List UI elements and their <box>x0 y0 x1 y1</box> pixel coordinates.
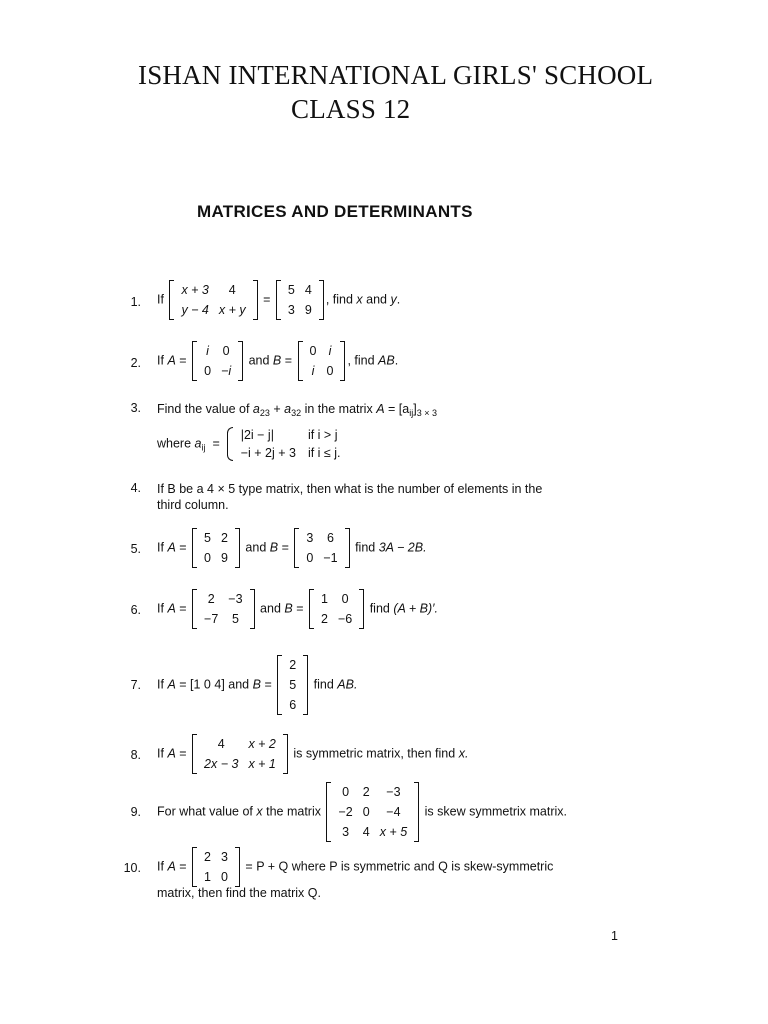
question-text: and <box>248 353 270 368</box>
matrix-cell: y − 4 <box>181 303 209 317</box>
case-condition: if i ≤ j <box>307 446 338 460</box>
matrix-cell: −3 <box>386 785 401 799</box>
question-number: 8. <box>130 748 141 762</box>
matrix <box>276 280 324 320</box>
matrix-cell: −2 <box>338 805 353 819</box>
variable: B <box>272 353 282 368</box>
matrix-cell: 5 <box>287 283 295 297</box>
variable: B <box>284 601 293 616</box>
matrix-cell: 0 <box>326 364 334 378</box>
matrix-cell: 3 <box>287 303 295 317</box>
matrix-cell: 0 <box>341 592 349 606</box>
matrix-cell: 6 <box>289 698 297 712</box>
subscript: 3 × 3 <box>416 408 437 418</box>
operator: + <box>273 402 281 416</box>
question-text: If <box>157 677 164 692</box>
matrix-cell: 3 <box>220 850 228 864</box>
matrix-cell: i <box>328 344 332 358</box>
variable: A <box>167 859 176 874</box>
question-3-definition: where $a_{ij}$ = |2i − j| if i > j −i + 2j + 3 if i ≤ j. <box>157 426 347 462</box>
variable: A <box>167 353 176 368</box>
page-title: MATRICES AND DETERMINANTS <box>197 202 473 221</box>
question-text: If <box>157 601 164 616</box>
matrix-cell: −6 <box>337 612 353 626</box>
question-text: in the matrix <box>304 402 373 416</box>
punctuation: ] <box>413 402 417 416</box>
question-text: = [a <box>388 402 410 416</box>
question-text: , find <box>347 353 375 368</box>
question-number: 6. <box>130 603 141 617</box>
matrix-cell: 3 <box>306 531 314 545</box>
matrix-cell: 0 <box>309 344 317 358</box>
question-text: If <box>157 353 164 368</box>
question-text: If <box>157 540 164 555</box>
matrix-cell: −i <box>221 364 232 378</box>
matrix <box>309 589 364 629</box>
matrix-cell: 0 <box>220 870 228 884</box>
piecewise-brace <box>227 426 347 462</box>
question-text: and <box>245 540 267 555</box>
expression: 3A − 2B. <box>378 540 427 555</box>
matrix-cell: 0 <box>204 551 211 565</box>
question-1 <box>157 280 400 320</box>
question-text: If <box>157 292 164 307</box>
equals-sign: = <box>263 292 271 307</box>
matrix-cell: 6 <box>326 531 334 545</box>
matrix-cell: −1 <box>323 551 338 565</box>
matrix-cell: 0 <box>362 805 370 819</box>
matrix-cell: 2 <box>207 592 215 606</box>
matrix-cell: x + 5 <box>379 825 408 839</box>
matrix <box>169 280 257 320</box>
question-number: 5. <box>130 542 141 556</box>
matrix <box>192 734 288 774</box>
question-3 <box>157 401 437 421</box>
matrix-cell: x + 2 <box>248 737 276 751</box>
matrix-cell: −3 <box>228 592 243 606</box>
expression: AB. <box>337 677 358 692</box>
question-text: Find the value of <box>157 402 250 416</box>
school-name: ISHAN INTERNATIONAL GIRLS' SCHOOL <box>138 60 654 90</box>
variable: x. <box>458 746 469 761</box>
variable: A <box>167 677 176 692</box>
question-number: 10. <box>123 861 141 875</box>
subscript: 23 <box>259 408 270 418</box>
matrix-cell: 9 <box>304 303 312 317</box>
question-text: and <box>260 601 281 616</box>
question-text: and <box>366 292 388 307</box>
variable: a <box>284 402 292 416</box>
matrix-cell: 5 <box>204 531 211 545</box>
matrix-cell: 2 <box>289 658 297 672</box>
matrix-cell: 2 <box>204 850 211 864</box>
matrix <box>192 589 255 629</box>
variable: y <box>390 292 397 307</box>
row-matrix: = [1 0 4] <box>179 677 225 692</box>
question-number: 2. <box>130 356 141 370</box>
question-number: 1. <box>130 295 141 309</box>
matrix <box>192 847 240 887</box>
variable: a <box>194 436 202 451</box>
matrix-cell: 5 <box>289 678 297 692</box>
punctuation: . <box>394 353 399 368</box>
question-text: find <box>313 677 334 692</box>
variable: A <box>376 402 385 416</box>
matrix-cell: 0 <box>306 551 314 565</box>
variable: B <box>252 677 261 692</box>
question-text: is symmetric matrix, then find <box>293 746 456 761</box>
matrix-cell: 0 <box>342 785 350 799</box>
case-expression: |2i − j| <box>240 428 274 442</box>
matrix <box>277 655 308 715</box>
matrix-cell: 2 <box>220 531 228 545</box>
matrix-cell: i <box>311 364 315 378</box>
case-condition: if i > j <box>307 428 338 442</box>
matrix-cell: 4 <box>228 283 236 297</box>
question-number: 9. <box>130 805 141 819</box>
matrix <box>192 341 243 381</box>
matrix-cell: x + 1 <box>248 757 276 771</box>
matrix-cell: i <box>206 344 209 358</box>
question-text: find <box>355 540 376 555</box>
matrix-cell: 2 <box>362 785 370 799</box>
matrix-cell: 5 <box>231 612 239 626</box>
question-text: = P + Q where P is symmetric and Q is skew-symmetric <box>245 859 554 874</box>
question-text: If <box>157 746 164 761</box>
variable: B <box>269 540 279 555</box>
class-label: CLASS 12 <box>291 94 411 124</box>
question-number: 7. <box>130 678 141 692</box>
matrix-cell: x + 3 <box>181 283 209 297</box>
matrix-cell: x + y <box>218 303 246 317</box>
question-text: where <box>157 436 192 451</box>
variable: a <box>252 402 260 416</box>
matrix-cell: 0 <box>204 364 212 378</box>
matrix-cell: 4 <box>362 825 370 839</box>
expression: (A + B)′. <box>393 601 438 616</box>
matrix-cell: 1 <box>204 870 211 884</box>
question-text: and <box>228 677 250 692</box>
variable: A <box>167 540 176 555</box>
matrix-cell: 0 <box>222 344 230 358</box>
question-number: 4. <box>130 481 141 495</box>
question-4-line-1: If B be a 4 × 5 type matrix, then what is the number of elements in the <box>157 482 543 496</box>
matrix-cell: −4 <box>386 805 401 819</box>
question-text: the matrix <box>266 804 321 819</box>
question-text: , find <box>325 292 353 307</box>
matrix-cell: 3 <box>342 825 350 839</box>
matrix-cell: −7 <box>204 612 219 626</box>
punctuation: . <box>396 292 401 307</box>
matrix-cell: 4 <box>304 283 312 297</box>
punctuation: . <box>337 446 341 460</box>
question-8: If A = 4 x + 2 2x − 3 x + 1 is symmetric matrix, then find x. <box>157 734 468 774</box>
variable: x <box>256 804 263 819</box>
question-text: For what value of <box>157 804 253 819</box>
equals-sign: = <box>284 353 293 368</box>
subscript: ij <box>201 442 206 453</box>
matrix <box>192 528 240 568</box>
subscript: 32 <box>291 408 302 418</box>
question-text: is skew symmetrix matrix. <box>424 804 568 819</box>
matrix-cell: 9 <box>220 551 228 565</box>
matrix-cell: 2x − 3 <box>204 757 239 771</box>
case-expression: −i + 2j + 3 <box>240 446 296 460</box>
variable: A <box>167 601 176 616</box>
question-2 <box>157 341 398 381</box>
question-10-line-2: matrix, then find the matrix Q. <box>157 886 321 900</box>
page-number: 1 <box>611 929 618 943</box>
subscript: ij <box>409 408 414 418</box>
variable: AB <box>378 353 395 368</box>
question-text: find <box>369 601 390 616</box>
question-7: If A = [1 0 4] and B = 2 5 6 find AB. <box>157 655 357 715</box>
matrix-cell: 1 <box>320 592 328 606</box>
matrix-cell: 4 <box>217 737 225 751</box>
question-text: If <box>157 859 164 874</box>
question-4-line-2: third column. <box>157 498 229 512</box>
question-5: If A = 5 2 0 9 and B = 3 6 0 −1 find 3A − 2B. <box>157 528 427 568</box>
question-6: If A = 2 −3 −7 5 and B = 1 0 2 −6 find (A + B)′. <box>157 589 438 629</box>
question-10: If A = 2 3 1 0 = P + Q where P is symmetric and Q is skew-symmetric <box>157 847 553 887</box>
matrix <box>326 782 419 842</box>
question-9 <box>157 782 567 842</box>
matrix <box>294 528 349 568</box>
matrix <box>298 341 346 381</box>
variable: A <box>167 746 176 761</box>
variable: x <box>356 292 363 307</box>
matrix-cell: 2 <box>320 612 328 626</box>
equals-sign: = <box>179 353 187 368</box>
question-number: 3. <box>130 401 141 415</box>
